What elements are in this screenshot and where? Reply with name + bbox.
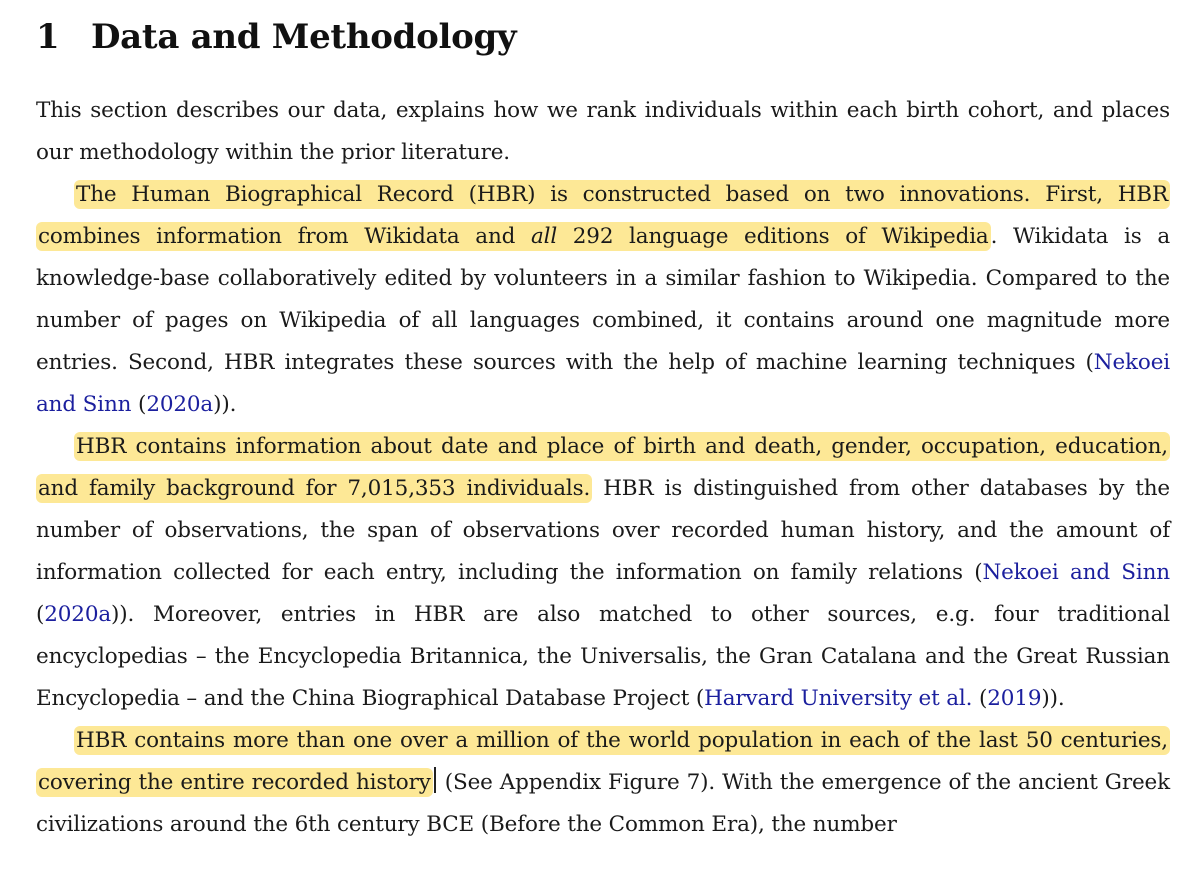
citation-paren: ( (131, 392, 147, 417)
paragraph-intro (36, 90, 1170, 174)
paragraph-hbr-contents (36, 426, 1170, 720)
citation-close: )). (213, 392, 237, 417)
section-number: 1 (36, 17, 60, 57)
intro-text: This section describes our data, explains how we rank individuals within each birth cohort, and places our methodology within the prior literature. (36, 98, 1170, 165)
citation-link-nekoei-sinn[interactable]: Nekoei and Sinn (36, 350, 1170, 417)
citation-close: )). (1041, 686, 1065, 711)
citation-link-nekoei-sinn[interactable]: Nekoei and Sinn (982, 560, 1170, 585)
highlight-text: 292 language editions of Wikipedia (557, 224, 989, 249)
citation-paren: ( (972, 686, 988, 711)
body-text: (See Appendix Figure 7). With the emergence of the ancient Greek civilizations around the 6th century BCE (Before the Common Era), the number (36, 770, 1170, 837)
body-text: HBR is distinguished from other databases by the number of observations, the span of observations over recorded human history, and the amount of information collected for each entry, including the information on family relations ( (36, 476, 1171, 585)
document-page (36, 14, 1170, 846)
citation-year-link[interactable]: 2019 (987, 686, 1042, 711)
body-text: )). Moreover, entries in HBR are also matched to other sources, e.g. four traditional encyclopedias – the Encyclopedia Britannica, the Universalis, the Gran Catalana and the Great Russian Encyclopedia – and the China Biographical Database Project ( (36, 602, 1170, 711)
citation-link-harvard[interactable]: Harvard University et al. (704, 686, 973, 711)
section-heading (36, 14, 1170, 60)
highlight-text: The Human Biographical Record (HBR) is constructed based on two innovations. First, HBR combines information from Wikidata and (38, 182, 1168, 249)
italic-emphasis: all (530, 224, 558, 249)
paragraph-hbr-coverage (36, 720, 1170, 846)
paragraph-hbr-construction (36, 174, 1170, 426)
citation-year-link[interactable]: 2020a (146, 392, 214, 417)
section-title: Data and Methodology (91, 17, 517, 57)
citation-year-link[interactable]: 2020a (44, 602, 112, 627)
highlight-hbr-coverage[interactable]: HBR contains more than one over a million of the world population in each of the last 50 centuries, covering the entire recorded history (38, 728, 1168, 795)
body-text: . Wikidata is a knowledge-base collaboratively edited by volunteers in a similar fashion to Wikipedia. Compared to the number of pages on Wikipedia of all languages combined, it contains around one magnitude more entries. Second, HBR integrates these sources with the help of machine learning techniques ( (36, 224, 1171, 375)
highlight-hbr-info[interactable]: HBR contains information about date and place of birth and death, gender, occupation, education, and family background for 7,015,353 individuals. (38, 434, 1168, 501)
text-cursor (434, 767, 436, 793)
citation-paren: ( (36, 602, 45, 627)
